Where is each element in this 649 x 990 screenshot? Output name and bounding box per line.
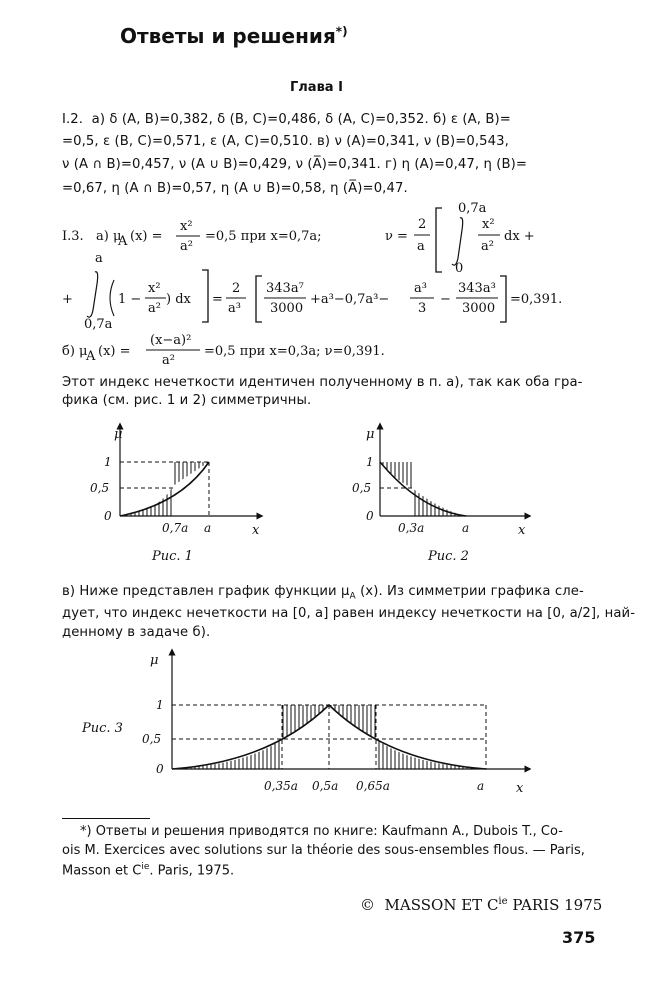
fig3-y-label: μ: [150, 653, 159, 668]
fig2-x-label: x: [518, 523, 526, 538]
page-number: 375: [562, 928, 596, 947]
plus-sign: +: [62, 292, 73, 307]
fig3-tick-05: 0,5: [142, 732, 162, 746]
fig3-tick-1: 1: [156, 698, 164, 712]
paragraph-1-line-1: Этот индекс нечеткости идентичен полученному в п. а), так как оба гра-: [62, 375, 583, 390]
copyright-line: © MASSON ET $C^{ie}$ PARIS 1975: [360, 896, 603, 914]
two-num: 2: [418, 217, 427, 232]
fig2-tick-05: 0,5: [352, 481, 372, 495]
mu-b-arg: (x) =: [98, 344, 131, 359]
paren-body: 1 −: [118, 292, 142, 307]
fig2-tick-a: a: [462, 521, 470, 535]
paragraph-2-line-2: дует, что индекс нечеткости на [0, a] равен индексу нечеткости на [0, a/2], най-: [62, 606, 636, 621]
footnote-line-1: *) Ответы и решения приводятся по книге: Kaufmann A., Dubois T., Co-: [80, 824, 563, 839]
paragraph-2-line-3: денному в задаче б).: [62, 625, 211, 640]
problem-1-3-number: I.3.: [62, 229, 84, 244]
a-den: a: [417, 239, 425, 254]
paragraph-1-line-2: фика (см. рис. 1 и 2) симметричны.: [62, 393, 312, 408]
fig2-y-label: μ: [366, 427, 375, 442]
frac-num-4: 343a⁷: [266, 281, 304, 296]
footnote-line-3: Masson et $C^{ie}$. Paris, 1975.: [62, 862, 235, 879]
frac-den-7: a²: [162, 353, 175, 368]
dx-plus: dx +: [504, 229, 535, 244]
figure-3: [70, 642, 540, 802]
fig1-x-label: x: [252, 523, 260, 538]
int2-lower: 0,7a: [84, 317, 113, 332]
fig3-tick-0: 0: [156, 762, 164, 776]
fig2-tick-0: 0: [366, 509, 374, 523]
figure-1: [70, 418, 280, 568]
frac-num-5: a³: [414, 281, 427, 296]
fig1-y-label: μ: [114, 427, 123, 442]
paragraph-2-line-1: в) Ниже представлен график функции $\mu_A$ (x). Из симметрии графика сле-: [62, 584, 584, 602]
rest-b: =0,5 при x=0,3a; ν=0,391.: [204, 344, 385, 359]
fig1-tick-07a: 0,7a: [162, 521, 189, 535]
frac-num-7: (x−a)²: [150, 333, 192, 348]
frac-den-2: a²: [481, 239, 494, 254]
fig1-caption: Рис. 1: [152, 549, 193, 564]
fig2-caption: Рис. 2: [428, 549, 469, 564]
problem-1-2-line-4: =0,67, η (A ∩ B)=0,57, η (A ∪ B)=0,58, η (A̅)=0,47.: [62, 181, 408, 196]
int-upper: 0,7a: [458, 201, 487, 216]
fig1-tick-0: 0: [104, 509, 112, 523]
page-title: Ответы и решения*): [120, 24, 348, 48]
frac-den-6: 3000: [462, 301, 496, 316]
fig3-tick-065a: 0,65a: [356, 779, 390, 793]
mu-b-sub: A: [86, 349, 96, 364]
minus-sign: −: [440, 292, 451, 307]
fig3-tick-05a: 0,5a: [312, 779, 339, 793]
int2-upper: a: [95, 251, 103, 266]
problem-1-3-formulas: [0, 200, 649, 370]
rest-a: =0,5 при x=0,7a;: [205, 229, 322, 244]
mu-a-prefix: а) μ: [96, 229, 122, 244]
footnote-line-2: ois M. Exercices avec solutions sur la théorie des sous-ensembles flous. — Paris,: [62, 843, 585, 858]
problem-1-2-line-3: ν (A ∩ B)=0,457, ν (A ∪ B)=0,429, ν (A̅)=0,341. г) η (A)=0,47, η (B)=: [62, 157, 527, 172]
frac-num-1: x²: [180, 219, 193, 234]
footnote-rule: [62, 818, 150, 819]
fig3-tick-035a: 0,35a: [264, 779, 298, 793]
fig1-tick-1: 1: [104, 455, 112, 469]
result: =0,391.: [510, 292, 563, 307]
copyright-icon: ©: [360, 896, 375, 914]
mu-b-prefix: б) μ: [62, 344, 88, 359]
fig1-tick-05: 0,5: [90, 481, 110, 495]
fig2-tick-1: 1: [366, 455, 374, 469]
fig3-x-label: x: [516, 781, 524, 796]
frac-num-2: x²: [482, 217, 495, 232]
fig3-caption: Рис. 3: [82, 721, 123, 736]
dx: ) dx: [166, 292, 191, 307]
a-cubed: a³: [228, 301, 241, 316]
problem-1-2-line-1: I.2. а) δ (A, B)=0,382, δ (B, C)=0,486, δ (A, C)=0,352. б) ε (A, B)=: [62, 112, 511, 127]
figure-2: [330, 418, 540, 568]
eq-sign: =: [212, 292, 223, 307]
fig3-tick-a: a: [477, 779, 485, 793]
mu-a-arg: (x) =: [130, 229, 163, 244]
fig2-tick-03a: 0,3a: [398, 521, 425, 535]
frac-den-1: a²: [180, 239, 193, 254]
eq-two: 2: [232, 281, 241, 296]
int-lower: 0: [455, 261, 464, 276]
frac-num-6: 343a³: [458, 281, 496, 296]
fig1-tick-a: a: [204, 521, 212, 535]
frac-den-4: 3000: [270, 301, 304, 316]
frac-den-5: 3: [418, 301, 427, 316]
problem-1-2-line-2: =0,5, ε (B, C)=0,571, ε (A, C)=0,510. в) ν (A)=0,341, ν (B)=0,543,: [62, 134, 509, 149]
frac-num-3: x²: [148, 281, 161, 296]
nu-eq: ν =: [385, 229, 408, 244]
chapter-heading: Глава I: [290, 80, 343, 95]
mid-terms: +a³−0,7a³−: [310, 292, 390, 307]
mu-a-sub: A: [118, 234, 128, 249]
frac-den-3: a²: [148, 301, 161, 316]
